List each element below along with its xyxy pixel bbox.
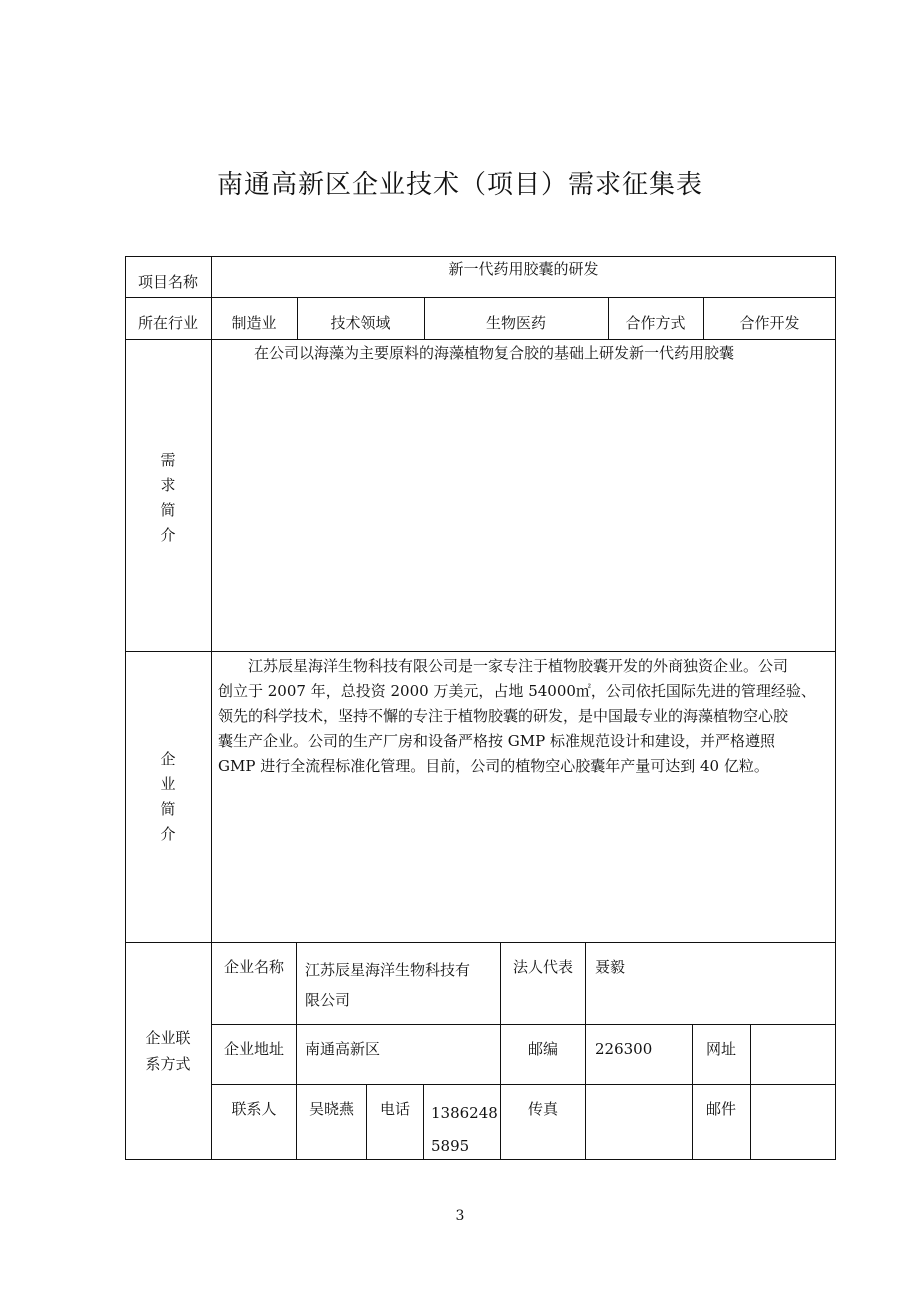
fax-label: 传真 [527,1100,558,1118]
contact-person-label: 联系人 [231,1100,277,1118]
table-rule [211,1024,836,1025]
project-name-label: 项目名称 [137,273,198,291]
page-number: 3 [455,1208,465,1224]
table-rule [585,942,586,1159]
industry-label: 所在行业 [137,314,198,332]
legal-rep-value: 聂毅 [595,958,626,976]
company-name-value: 江苏辰星海洋生物科技有 限公司 [305,961,471,1009]
email-label: 邮件 [705,1100,736,1118]
zip-code-value: 226300 [595,1040,653,1058]
table-border-top [125,256,836,257]
phone-label: 电话 [379,1100,410,1118]
cooperation-value: 合作开发 [739,314,800,332]
project-name-value: 新一代药用胶囊的研发 [448,260,599,278]
company-address-value: 南通高新区 [305,1040,381,1058]
tech-field-label: 技术领域 [330,314,391,332]
company-address-label: 企业地址 [223,1040,284,1058]
table-rule [423,1084,424,1159]
legal-rep-label: 法人代表 [512,958,573,976]
table-rule [125,339,836,340]
tech-field-value: 生物医药 [485,314,546,332]
table-border-right [835,256,836,1159]
company-profile-text: 江苏辰星海洋生物科技有限公司是一家专注于植物胶囊开发的外商独资企业。公司 创立于 2007 年，总投资 2000 万美元，占地 54000㎡，公司依托国际先进的管理经验、 领先的科学技术，坚持不懈的专注于植物胶囊的研发，是中国最专业的海藻植物空心胶 囊生产企业。公司的生产厂房和设备严格按 GMP 标准规范设计和建设，并严格遵照 GMP 进行全流程标准化管理。目前，公司的植物空心胶囊年产量可达到 40 亿粒。 [218,657,816,775]
company-profile-label: 企 业 简 介 [160,750,176,843]
phone-value: 1386248 5895 [431,1104,498,1155]
table-border-left [125,256,126,1159]
contact-person-value: 吴晓燕 [308,1100,354,1118]
website-label: 网址 [705,1040,736,1058]
company-name-label: 企业名称 [223,958,284,976]
demand-summary-text: 在公司以海藻为主要原料的海藻植物复合胶的基础上研发新一代药用胶囊 [254,344,735,362]
table-rule [125,297,836,298]
table-rule [750,1024,751,1159]
table-rule [211,1084,836,1085]
table-rule [125,651,836,652]
contact-section-label: 企业联 系方式 [145,1029,191,1073]
table-rule [211,256,212,1159]
table-rule [296,942,297,1159]
table-rule [366,1084,367,1159]
zip-code-label: 邮编 [527,1040,558,1058]
industry-value: 制造业 [231,314,277,332]
page-title: 南通高新区企业技术（项目）需求征集表 [216,170,703,200]
table-rule [125,942,836,943]
cooperation-label: 合作方式 [625,314,686,332]
demand-summary-label: 需 求 简 介 [160,451,176,544]
